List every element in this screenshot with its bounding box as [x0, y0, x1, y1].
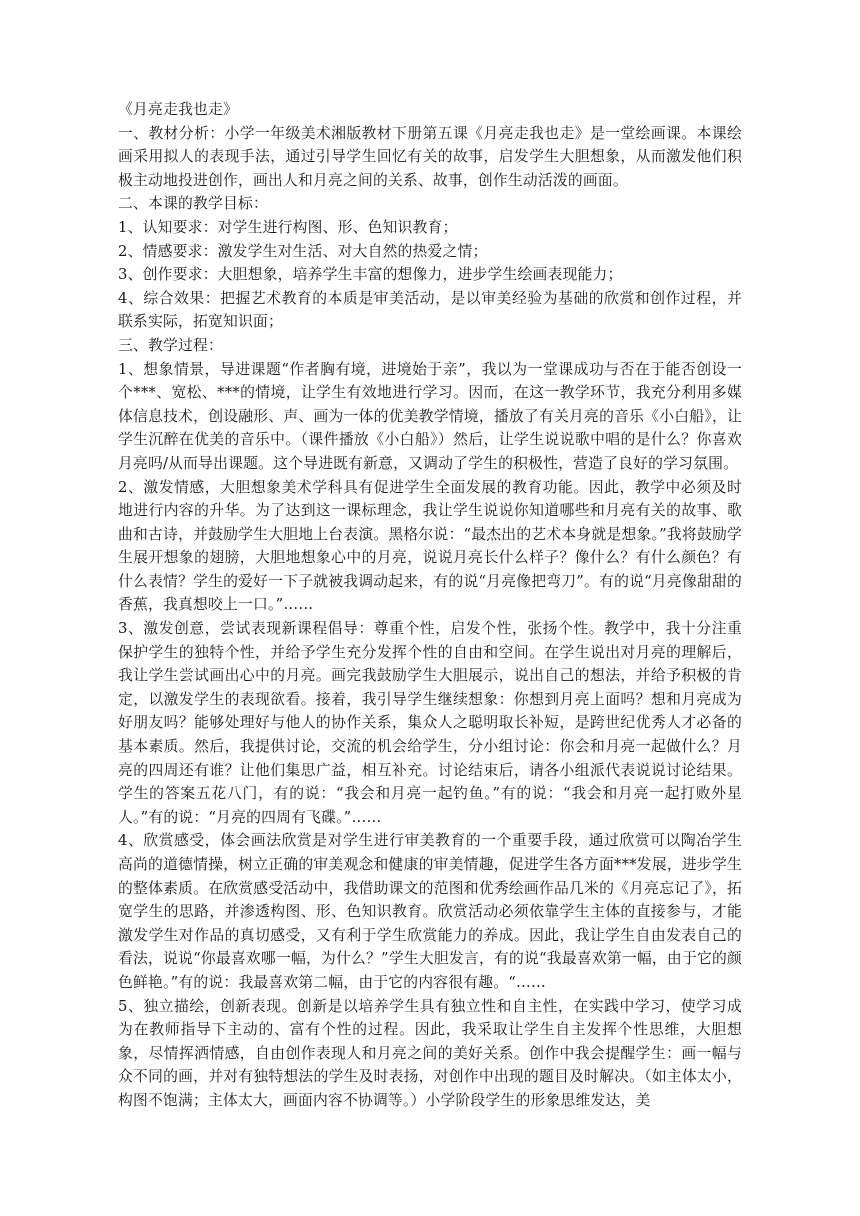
document-body: [118, 98, 742, 1113]
heading-teaching-process: 三、教学过程：: [118, 336, 223, 354]
process-step-5: 5、独立描绘，创新表现。创新是以培养学生具有独立性和自主性，在实践中学习，使学习成为在教师指导下主动的、富有个性的过程。因此，我采取让学生自主发挥个性思维，大胆想象，尽情挥洒情感，自由创作表现人和月亮之间的美好关系。创作中我会提醒学生：画一幅与众不同的画，并对有独特想法的学生及时表扬，对创作中出现的题目及时解决。（如主体太小，构图不饱满；主体太大，画面内容不协调等。）小学阶段学生的形象思维发达，美: [118, 997, 742, 1109]
process-step-3: 3、激发创意，尝试表现新课程倡导：尊重个性，启发个性，张扬个性。教学中，我十分注重保护学生的独特个性，并给予学生充分发挥个性的自由和空间。在学生说出对月亮的理解后，我让学生尝试画出心中的月亮。画完我鼓励学生大胆展示，说出自己的想法，并给予积极的肯定，以激发学生的表现欲看。接着，我引导学生继续想象：你想到月亮上面吗？想和月亮成为好朋友吗？能够处理好与他人的协作关系，集众人之聪明取长补短，是跨世纪优秀人才必备的基本素质。然后，我提供讨论，交流的机会给学生，分小组讨论：你会和月亮一起做什么？月亮的四周还有谁？让他们集思广益，相互补充。讨论结束后，请各小组派代表说说讨论结果。学生的答案五花八门，有的说：“我会和月亮一起钓鱼。”有的说：“我会和月亮一起打败外星人。”有的说：“月亮的四周有飞碟。”……: [118, 620, 742, 826]
goal-emotional: 2、情感要求：激发学生对生活、对大自然的热爱之情；: [118, 242, 488, 260]
process-step-2: 2、激发情感，大胆想象美术学科具有促进学生全面发展的教育功能。因此，教学中必须及时地进行内容的升华。为了达到这一课标理念，我让学生说说你知道哪些和月亮有关的故事、歌曲和古诗，并鼓励学生大胆地上台表演。黑格尔说：“最杰出的艺术本身就是想象。”我将鼓励学生展开想象的翅膀，大胆地想象心中的月亮，说说月亮长什么样子？像什么？有什么颜色？有什么表情？学生的爱好一下子就被我调动起来，有的说“月亮像把弯刀”。有的说“月亮像甜甜的香蕉，我真想咬上一口。”……: [118, 478, 742, 614]
goal-creative: 3、创作要求：大胆想象，培养学生丰富的想像力，进步学生绘画表现能力；: [118, 266, 623, 284]
process-step-1: 1、想象情景，导进课题“作者胸有境，进境始于亲”，我以为一堂课成功与否在于能否创设一个***、宽松、***的情境，让学生有效地进行学习。因而，在这一教学环节，我充分利用多媒体信息技术，创设融形、声、画为一体的优美教学情境，播放了有关月亮的音乐《小白船》，让学生沉醉在优美的音乐中。（课件播放《小白船》）然后，让学生说说歌中唱的是什么？你喜欢月亮吗/从而导出课题。这个导进既有新意，又调动了学生的积极性，营造了良好的学习氛围。: [118, 360, 742, 472]
process-step-4: 4、欣赏感受，体会画法欣赏是对学生进行审美教育的一个重要手段，通过欣赏可以陶冶学生高尚的道德情操，树立正确的审美观念和健康的审美情趣，促进学生各方面***发展，进步学生的整体素质。在欣赏感受活动中，我借助课文的范图和优秀绘画作品几米的《月亮忘记了》，拓宽学生的思路，并渗透构图、形、色知识教育。欣赏活动必须依靠学生主体的直接参与，才能激发学生对作品的真切感受，又有利于学生欣赏能力的养成。因此，我让学生自由发表自己的看法，说说“你最喜欢哪一幅，为什么？”学生大胆发言，有的说“我最喜欢第一幅，由于它的颜色鲜艳。”有的说：我最喜欢第二幅，由于它的内容很有趣。“……: [118, 832, 742, 991]
goal-comprehensive: 4、综合效果：把握艺术教育的本质是审美活动，是以审美经验为基础的欣赏和创作过程，并联系实际，拓宽知识面；: [118, 289, 742, 331]
goal-cognitive: 1、认知要求：对学生进行构图、形、色知识教育；: [118, 218, 458, 236]
document-title: 《月亮走我也走》: [118, 101, 238, 118]
heading-teaching-goals: 二、本课的教学目标：: [118, 195, 268, 213]
paragraph-textbook-analysis: 一、教材分析：小学一年级美术湘版教材下册第五课《月亮走我也走》是一堂绘画课。本课绘画采用拟人的表现手法，通过引导学生回忆有关的故事，启发学生大胆想象，从而激发他们积极主动地投进创作，画出人和月亮之间的关系、故事，创作生动活泼的画面。: [118, 124, 742, 189]
